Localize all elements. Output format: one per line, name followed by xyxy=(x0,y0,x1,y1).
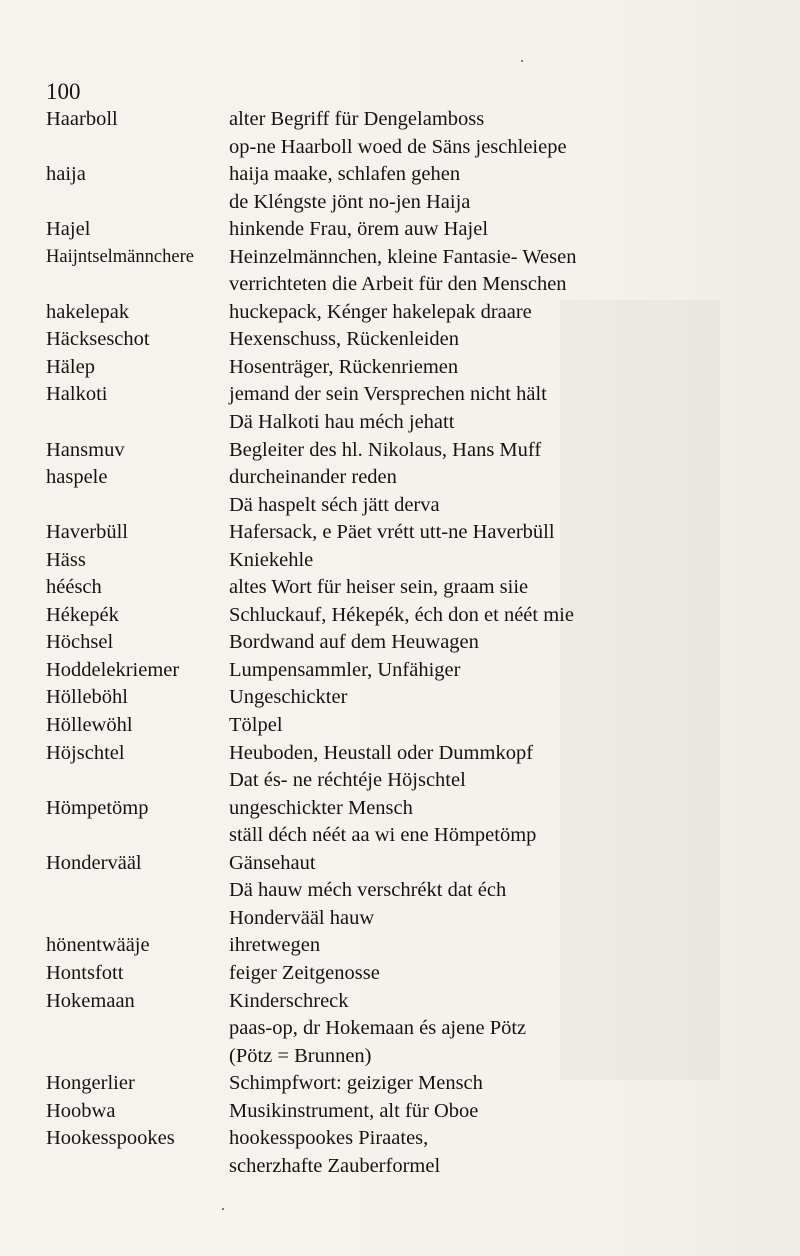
glossary-definition: altes Wort für heiser sein, graam siie xyxy=(229,576,529,599)
glossary-line xyxy=(46,684,746,712)
glossary-line xyxy=(46,767,746,795)
glossary-definition: feiger Zeitgenosse xyxy=(229,961,380,984)
page-number: 100 xyxy=(46,79,81,104)
glossary-definition: ungeschickter Mensch xyxy=(229,796,413,819)
glossary-definition: alter Begriff für Dengelamboss xyxy=(229,108,485,130)
glossary-line xyxy=(46,795,746,823)
glossary-definition: durcheinander reden xyxy=(229,466,397,489)
glossary-line xyxy=(46,960,746,988)
glossary-definition: Hexenschuss, Rückenleiden xyxy=(229,328,459,351)
glossary-term: Haverbüll xyxy=(46,521,128,544)
glossary-term: Hookesspookes xyxy=(46,1127,175,1150)
glossary-line xyxy=(46,271,746,299)
glossary-line xyxy=(46,244,746,272)
glossary-term: hönentwääje xyxy=(46,934,150,957)
glossary-line xyxy=(46,1153,746,1181)
glossary-definition: Lumpensammler, Unfähiger xyxy=(229,658,461,681)
glossary-definition: Schluckauf, Hékepék, éch don et néét mie xyxy=(229,603,574,626)
glossary-line xyxy=(46,905,746,933)
glossary-term: Hajel xyxy=(46,218,91,241)
glossary-definition: Dä hauw méch verschrékt dat éch xyxy=(229,879,507,902)
glossary-line xyxy=(46,1098,746,1126)
glossary-term: Hontsfott xyxy=(46,961,124,984)
glossary-term: Hoddelekriemer xyxy=(46,658,180,681)
glossary-line xyxy=(46,988,746,1016)
glossary-term: haspele xyxy=(46,466,108,489)
glossary-term: hakelepak xyxy=(46,300,130,323)
glossary-term: Halkoti xyxy=(46,383,108,406)
glossary-line xyxy=(46,1070,746,1098)
glossary-line xyxy=(46,106,746,134)
glossary-line xyxy=(46,326,746,354)
glossary-line xyxy=(46,877,746,905)
glossary-line xyxy=(46,1125,746,1153)
glossary-line xyxy=(46,519,746,547)
glossary-definition: ställ déch néét aa wi ene Hömpetömp xyxy=(229,824,537,847)
glossary-definition: Ungeschickter xyxy=(229,686,348,709)
glossary-definition: Dat és- ne réchtéje Höjschtel xyxy=(229,769,466,792)
glossary-definition: Dä haspelt séch jätt derva xyxy=(229,493,440,516)
glossary-line xyxy=(46,657,746,685)
glossary-term: Hékepék xyxy=(46,603,119,626)
glossary-definition: Heuboden, Heustall oder Dummkopf xyxy=(229,741,534,764)
glossary-definition: Hosenträger, Rückenriemen xyxy=(229,355,459,378)
glossary-term: Haarboll xyxy=(46,108,118,130)
glossary-line xyxy=(46,629,746,657)
glossary-line xyxy=(46,712,746,740)
glossary-line xyxy=(46,850,746,878)
glossary-line xyxy=(46,740,746,768)
glossary-line xyxy=(46,1043,746,1071)
glossary-line xyxy=(46,492,746,520)
glossary-definition: op-ne Haarboll woed de Säns jeschleiepe xyxy=(229,135,567,158)
glossary-term: Höllewöhl xyxy=(46,714,133,737)
glossary-definition: verrichteten die Arbeit für den Menschen xyxy=(229,273,567,296)
glossary-line xyxy=(46,464,746,492)
paper-speck xyxy=(521,60,523,62)
glossary-definition: paas-op, dr Hokemaan és ajene Pötz xyxy=(229,1017,527,1040)
glossary-line xyxy=(46,161,746,189)
glossary-line xyxy=(46,189,746,217)
glossary-term: haija xyxy=(46,163,86,186)
glossary-line xyxy=(46,1015,746,1043)
glossary-definition: Begleiter des hl. Nikolaus, Hans Muff xyxy=(229,438,542,461)
glossary-line xyxy=(46,574,746,602)
glossary-line xyxy=(46,437,746,465)
glossary-term: Hokemaan xyxy=(46,989,135,1012)
glossary-term: Hömpetömp xyxy=(46,796,149,819)
glossary-definition: jemand der sein Versprechen nicht hält xyxy=(229,383,547,406)
glossary-definition: de Kléngste jönt no-jen Haija xyxy=(229,190,471,213)
glossary-term: Höchsel xyxy=(46,631,114,654)
glossary-line xyxy=(46,134,746,162)
glossary-term: Höjschtel xyxy=(46,741,125,764)
glossary-definition: Tölpel xyxy=(229,714,283,737)
glossary-term: héésch xyxy=(46,576,102,599)
glossary-line xyxy=(46,381,746,409)
glossary-term: Hälep xyxy=(46,355,95,378)
glossary-line xyxy=(46,299,746,327)
glossary-line xyxy=(46,932,746,960)
glossary-definition: scherzhafte Zauberformel xyxy=(229,1154,441,1177)
glossary-line xyxy=(46,354,746,382)
glossary-definition: Kinderschreck xyxy=(229,989,349,1012)
glossary-line xyxy=(46,216,746,244)
glossary-term: Hölleböhl xyxy=(46,686,128,709)
glossary-line xyxy=(46,547,746,575)
glossary-line xyxy=(46,409,746,437)
glossary-definition: Dä Halkoti hau méch jehatt xyxy=(229,411,455,434)
glossary-line xyxy=(46,822,746,850)
glossary-definition: hinkende Frau, örem auw Hajel xyxy=(229,218,489,241)
glossary-term: Häss xyxy=(46,548,86,571)
paper-speck xyxy=(222,1208,224,1210)
glossary-term: Hongerlier xyxy=(46,1072,135,1095)
glossary-term: Häckseschot xyxy=(46,328,150,351)
glossary-list xyxy=(46,106,746,1180)
glossary-term: Haijntselmännchere xyxy=(46,246,194,267)
glossary-definition: Schimpfwort: geiziger Mensch xyxy=(229,1072,483,1095)
glossary-definition: Hondervääl hauw xyxy=(229,906,375,929)
glossary-term: Hansmuv xyxy=(46,438,125,461)
glossary-definition: haija maake, schlafen gehen xyxy=(229,163,461,186)
glossary-definition: (Pötz = Brunnen) xyxy=(229,1044,372,1067)
glossary-definition: Bordwand auf dem Heuwagen xyxy=(229,631,479,654)
glossary-definition: hookesspookes Piraates, xyxy=(229,1127,429,1150)
glossary-definition: Kniekehle xyxy=(229,548,314,571)
glossary-definition: Hafersack, e Päet vrétt utt-ne Haverbüll xyxy=(229,521,555,544)
glossary-term: Hondervääl xyxy=(46,851,142,874)
glossary-definition: Gänsehaut xyxy=(229,851,316,874)
glossary-line xyxy=(46,602,746,630)
glossary-term: Hoobwa xyxy=(46,1099,116,1122)
glossary-definition: Musikinstrument, alt für Oboe xyxy=(229,1099,479,1122)
glossary-definition: huckepack, Kénger hakelepak draare xyxy=(229,300,532,323)
glossary-definition: ihretwegen xyxy=(229,934,321,957)
glossary-definition: Heinzelmännchen, kleine Fantasie- Wesen xyxy=(229,245,577,268)
